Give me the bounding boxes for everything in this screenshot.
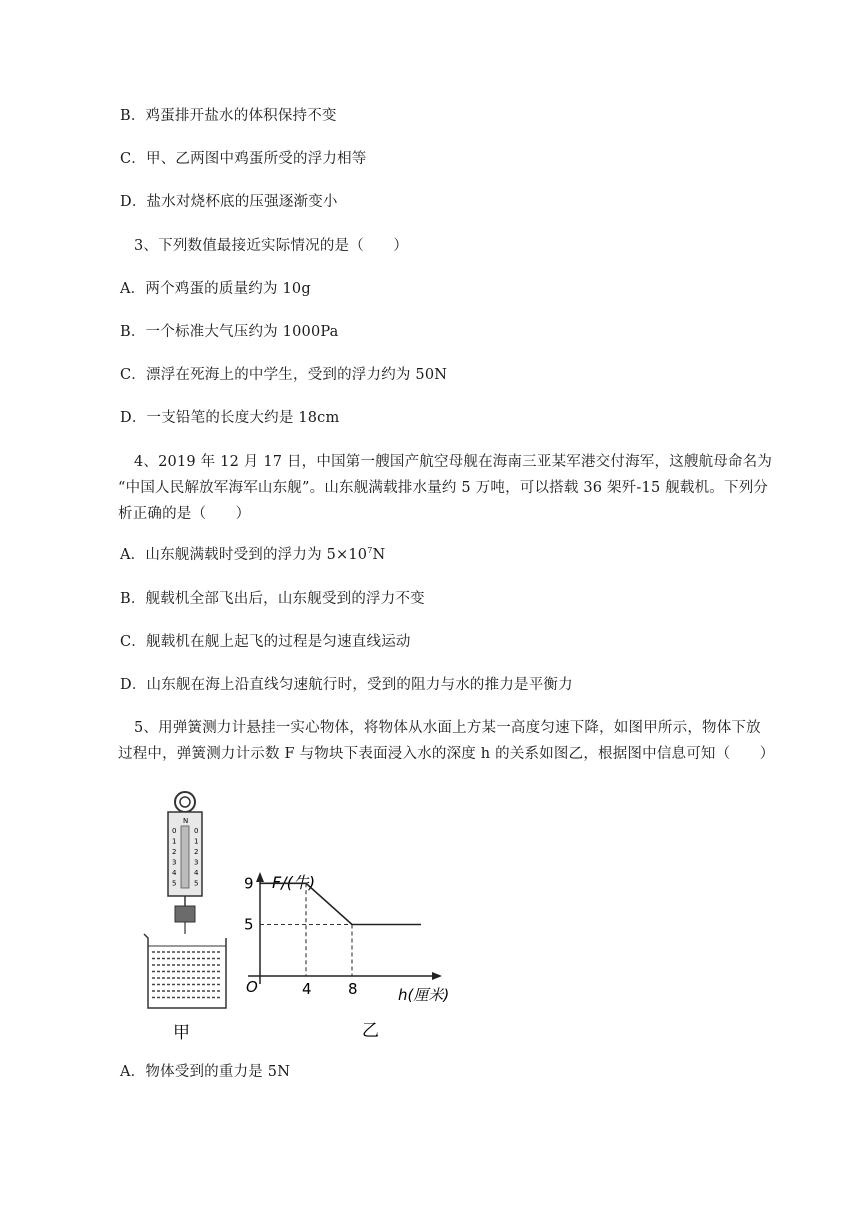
- q4-option-a-unit: N: [372, 547, 386, 563]
- water-lines: [152, 952, 222, 998]
- x-tick-label-4: 4: [302, 980, 312, 998]
- q5-figure-svg: [130, 788, 490, 1048]
- y-axis-label: F/(牛): [272, 873, 316, 892]
- origin-label: O: [246, 978, 258, 996]
- object-block: [175, 906, 195, 922]
- y-tick-label-5: 5: [244, 915, 254, 934]
- label-yi: 乙: [362, 1021, 379, 1041]
- q5-figure: [130, 788, 490, 1048]
- q3-option-b: B．一个标准大气压约为 1000Pa: [120, 324, 339, 340]
- q4-stem-line1: 4、2019 年 12 月 17 日，中国第一艘国产航空母舰在海南三亚某军港交付海军，这艘航母命名为: [134, 454, 773, 470]
- q2-option-b: B．鸡蛋排开盐水的体积保持不变: [120, 108, 337, 124]
- scale-tick-label: 1: [194, 837, 199, 846]
- scale-spring: [181, 826, 189, 888]
- scale-tick-label: 4: [172, 869, 177, 877]
- x-axis-arrow: [432, 972, 442, 980]
- scale-tick-label: 3: [172, 858, 177, 867]
- x-tick-label-8: 8: [348, 980, 358, 998]
- scale-tick-label: 1: [172, 837, 177, 846]
- scale-tick-label: 4: [194, 869, 199, 877]
- scale-tick-label: 3: [194, 858, 199, 867]
- q4-option-a-exponent: 7: [367, 546, 373, 555]
- fh-graph: [244, 872, 449, 1041]
- scale-unit: N: [183, 817, 189, 825]
- scale-tick-label: 2: [194, 848, 199, 856]
- q4-option-a-text: A．山东舰满载时受到的浮力为 5×10: [120, 547, 368, 563]
- q4-stem-line2: “中国人民解放军海军山东舰”。山东舰满载排水量约 5 万吨，可以搭载 36 架歼-15 舰载机。下列分: [118, 480, 769, 496]
- q5-stem-line1: 5、用弹簧测力计悬挂一实心物体，将物体从水面上方某一高度匀速下降，如图甲所示，物体下放: [134, 720, 761, 736]
- scale-tick-label: 0: [172, 827, 177, 835]
- scale-ring: [175, 792, 195, 812]
- q2-option-d: D．盐水对烧杯底的压强逐渐变小: [120, 194, 338, 210]
- y-axis-arrow: [256, 872, 264, 882]
- q3-option-d: D．一支铅笔的长度大约是 18cm: [120, 410, 340, 426]
- q4-option-a: [120, 543, 385, 564]
- scale-tick-label: 2: [172, 848, 177, 856]
- q5-option-a: A．物体受到的重力是 5N: [120, 1064, 291, 1080]
- q3-option-a: A．两个鸡蛋的质量约为 10g: [120, 281, 311, 297]
- q4-option-d: D．山东舰在海上沿直线匀速航行时，受到的阻力与水的推力是平衡力: [120, 677, 573, 693]
- y-tick-label-9: 9: [244, 874, 254, 893]
- q4-option-b: B．舰载机全部飞出后，山东舰受到的浮力不变: [120, 591, 425, 607]
- q4-option-c: C．舰载机在舰上起飞的过程是匀速直线运动: [120, 634, 411, 650]
- label-jia: 甲: [173, 1023, 190, 1043]
- q5-stem-line2: 过程中，弹簧测力计示数 F 与物块下表面浸入水的深度 h 的关系如图乙，根据图中信息可知（ ）: [118, 746, 775, 762]
- q3-option-c: C．漂浮在死海上的中学生，受到的浮力约为 50N: [120, 367, 448, 383]
- scale-ring-inner: [180, 797, 190, 807]
- dashed-guides: [260, 883, 352, 976]
- scale-tick-label: 0: [194, 827, 199, 835]
- q3-stem: 3、下列数值最接近实际情况的是（ ）: [134, 238, 409, 254]
- spring-scale: [144, 792, 226, 1043]
- scale-tick-label: 5: [194, 879, 199, 888]
- q2-option-c: C．甲、乙两图中鸡蛋所受的浮力相等: [120, 151, 367, 167]
- x-axis-label: h(厘米): [398, 986, 450, 1004]
- q4-stem-line3: 析正确的是（ ）: [118, 506, 251, 522]
- scale-tick-label: 5: [172, 879, 177, 888]
